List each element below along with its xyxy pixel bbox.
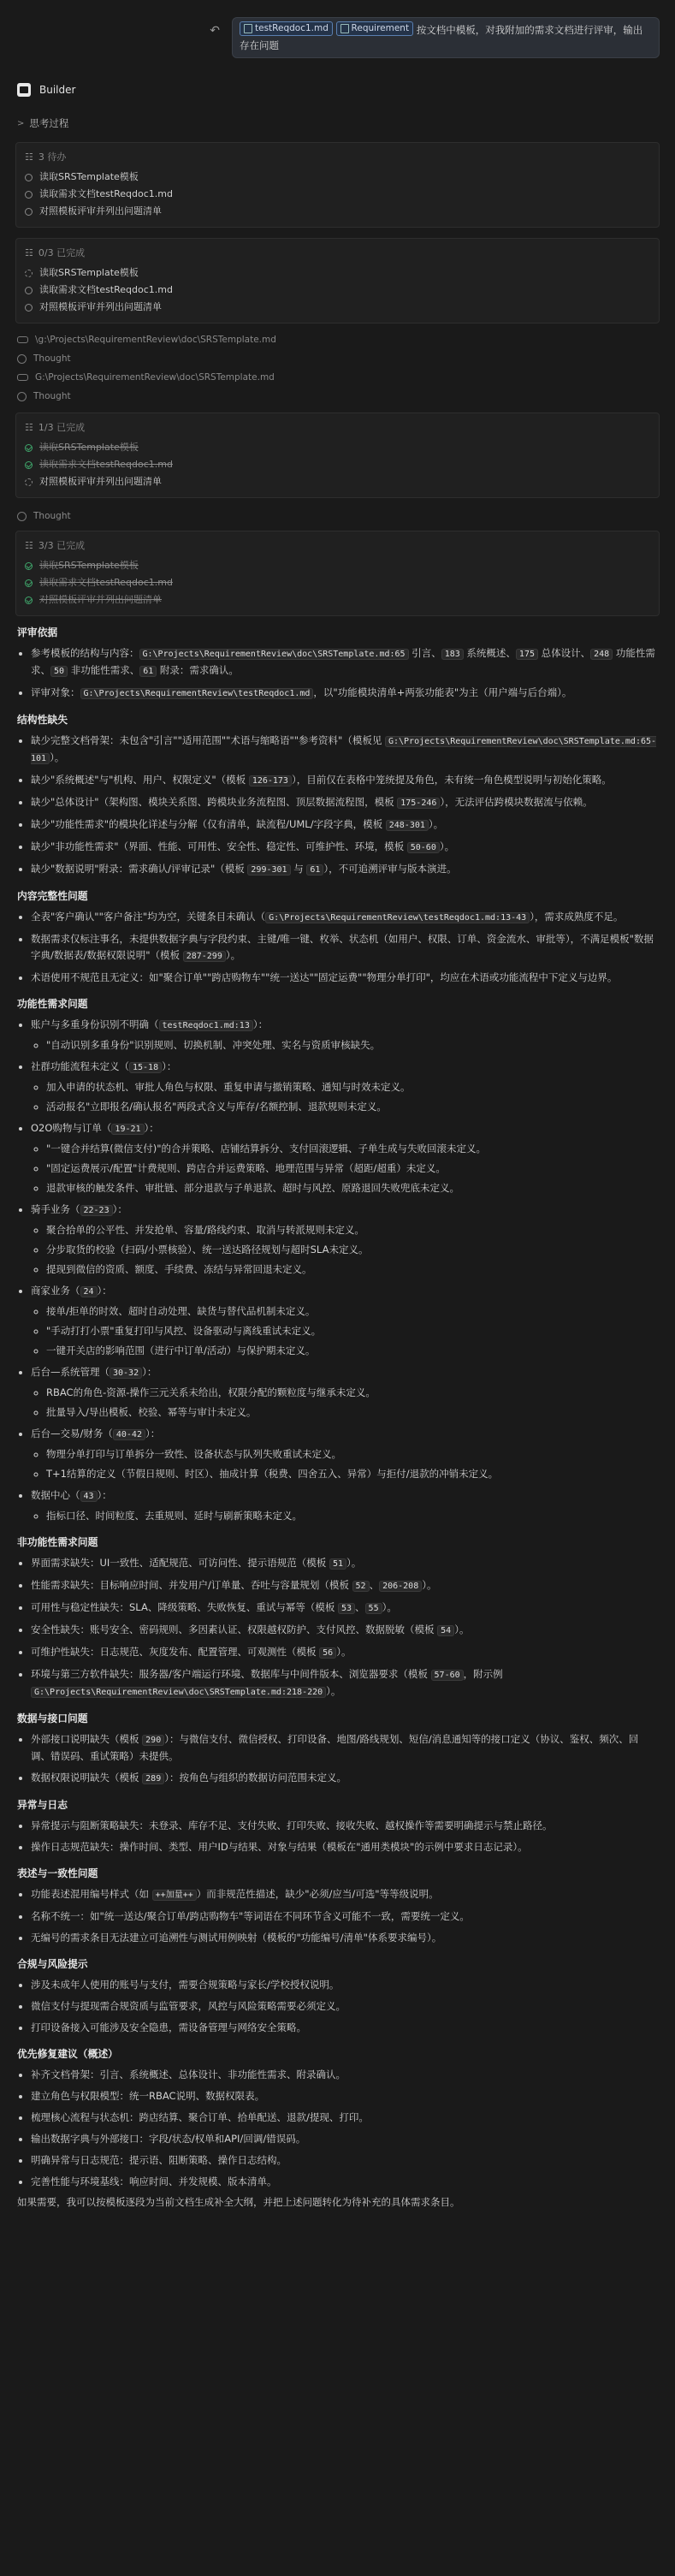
bullet-item [31, 2067, 658, 2083]
code-ref[interactable]: 55 [365, 1603, 382, 1614]
text-run: 梳理核心流程与状态机：跨店结算、聚合订单、拾单配送、退款/提现、打印。 [31, 2111, 369, 2123]
thought-line[interactable] [0, 507, 675, 525]
running-circle-icon [25, 270, 33, 277]
text-run: 环境与第三方软件缺失：服务器/客户端运行环境、数据库与中间件版本、浏览器要求（模板 [31, 1668, 431, 1680]
bullet-list [17, 1977, 658, 2036]
text-run: 涉及未成年人使用的账号与支付，需要合规策略与家长/学校授权说明。 [31, 1979, 340, 1991]
section-heading: 非功能性需求问题 [17, 1536, 98, 1548]
section-heading: 数据与接口问题 [17, 1712, 88, 1724]
bullet-item [31, 772, 658, 789]
bullet-item [31, 1977, 658, 1993]
sub-item: ◦ 聚合拾单的公平性、并发抢单、容量/路线约束、取消与转派规则未定义。 [46, 1222, 658, 1238]
check-circle-icon [25, 461, 33, 469]
code-ref[interactable]: 299-301 [247, 864, 290, 875]
text-run: 完善性能与环境基线：响应时间、并发规模、版本清单。 [31, 2175, 277, 2187]
sub-item: ◦ 物理分单打印与订单拆分一致性、设备状态与队列失败重试未定义。 [46, 1446, 658, 1463]
text-run: 数据中心（ [31, 1489, 80, 1501]
code-ref[interactable]: 57-60 [431, 1670, 464, 1681]
text-run: 微信支付与提现需合规资质与监管要求，风控与风险策略需要必须定义。 [31, 2000, 346, 2012]
code-ref[interactable]: 287-299 [183, 951, 226, 962]
todo-progress-label: 1/3 已完成 [38, 422, 86, 434]
thought-label: Thought [33, 510, 71, 521]
text-run: 参考模板的结构与内容： [31, 647, 139, 659]
bullet-item [31, 1555, 658, 1572]
bullet-list [17, 645, 658, 702]
bullet-item [31, 733, 658, 767]
todo-item [25, 264, 650, 282]
link-icon [17, 336, 28, 343]
file-read-path: G:\Projects\RequirementReview\doc\SRSTemplate.md [35, 371, 275, 383]
check-circle-icon [25, 562, 33, 570]
functional-issue-item [31, 1202, 658, 1278]
text-run: 外部接口说明缺失（模板 [31, 1733, 143, 1745]
bullet-item [31, 2020, 658, 2036]
code-ref[interactable]: 40-42 [113, 1429, 145, 1440]
todo-card-header[interactable] [25, 420, 650, 436]
folder-chip[interactable] [336, 21, 414, 36]
code-ref[interactable]: G:\Projects\RequirementReview\doc\SRSTemplate.md:65 [139, 649, 409, 660]
text-run: ，附示例 [463, 1668, 503, 1680]
sub-list [31, 1079, 658, 1115]
todo-item-label: 读取SRSTemplate模板 [39, 267, 139, 279]
check-circle-icon [25, 597, 33, 604]
running-circle-icon [25, 478, 33, 486]
text-run: 商家业务（ [31, 1285, 80, 1297]
empty-circle-icon [25, 304, 33, 312]
code-ref[interactable]: 43 [80, 1491, 98, 1502]
file-read-line[interactable] [0, 330, 675, 349]
text-run: 社群功能流程未定义（ [31, 1060, 129, 1072]
text-run: 名称不统一：如"统一送达/聚合订单/跨店购物车"等词语在不同环节含义可能不一致，需要统一定义。 [31, 1910, 470, 1922]
code-ref[interactable]: 175-246 [397, 798, 440, 809]
sub-item: ◦ 活动报名"立即报名/确认报名"两段式含义与库存/名额控制、退款规则未定义。 [46, 1099, 658, 1115]
builder-logo-icon [17, 83, 31, 97]
todo-item-label: 对照模板评审并列出问题清单 [39, 594, 162, 606]
review-content [0, 620, 675, 2211]
functional-issue-item [31, 1487, 658, 1524]
todo-card [15, 531, 660, 616]
text-run: 、 [369, 1579, 380, 1591]
text-run: 异常提示与阻断策略缺失：未登录、库存不足、支付失败、打印失败、接收失败、越权操作等需要明确提示与禁止路径。 [31, 1819, 553, 1831]
file-read-path: \g:\Projects\RequirementReview\doc\SRSTemplate.md [35, 334, 276, 345]
bullet-item [31, 931, 658, 965]
chevron-right-icon: > [17, 119, 25, 129]
code-ref[interactable]: 52 [352, 1581, 370, 1592]
user-message-text: 按文档中模板，对我附加的需求文档进行评审，输出存在问题 [240, 24, 643, 52]
thought-icon [17, 392, 27, 401]
text-run: 功能性需求、 [31, 647, 655, 676]
todo-item [25, 299, 650, 316]
text-run: 缺少"总体设计"（架构图、模块关系图、跨模块业务流程图、顶层数据流程图，模板 [31, 796, 398, 808]
section-heading: 异常与日志 [17, 1799, 68, 1811]
todo-item-label: 读取需求文档testReqdoc1.md [39, 459, 173, 471]
section-heading: 表述与一致性问题 [17, 1867, 98, 1879]
code-ref[interactable]: 51 [329, 1558, 346, 1570]
todo-item [25, 203, 650, 220]
text-run: 后台—系统管理（ [31, 1366, 110, 1378]
code-ref[interactable]: G:\Projects\RequirementReview\testReqdoc1.md [80, 688, 314, 699]
bullet-item [31, 1998, 658, 2015]
code-ref[interactable]: 206-208 [379, 1581, 422, 1592]
section-heading: 合规与风险提示 [17, 1958, 88, 1970]
code-ref[interactable]: 22-23 [80, 1205, 113, 1216]
text-run: ），不可追溯评审与版本演进。 [323, 863, 457, 875]
todo-item-label: 读取SRSTemplate模板 [39, 171, 139, 183]
bullet-item [31, 1644, 658, 1661]
empty-circle-icon [25, 174, 33, 181]
empty-circle-icon [25, 287, 33, 294]
text-run: 补齐文档骨架：引言、系统概述、总体设计、非功能性需求、附录确认。 [31, 2069, 346, 2080]
thought-label: Thought [33, 353, 71, 364]
section-heading: 结构性缺失 [17, 714, 68, 726]
text-run: O2O购物与订单（ [31, 1122, 112, 1134]
code-ref[interactable]: 183 [441, 649, 464, 660]
agent-header [0, 51, 675, 103]
folder-chip-label: Requirement [351, 23, 410, 33]
text-run: ）。 [422, 1579, 437, 1591]
text-run: 评审对象： [31, 686, 80, 698]
text-run: ）： [142, 1366, 157, 1378]
text-run: ），需求成熟度不足。 [530, 911, 624, 923]
text-run: ）：与微信支付、微信授权、打印设备、地图/路线规划、短信/消息通知等的接口定义（协议、鉴权、频次、回调、错误码、重试策略）未提供。 [31, 1733, 639, 1762]
todo-item-label: 对照模板评审并列出问题清单 [39, 301, 162, 313]
code-ref[interactable]: G:\Projects\RequirementReview\doc\SRSTemplate.md:65-101 [31, 737, 657, 763]
text-run: 数据权限说明缺失（模板 [31, 1772, 143, 1784]
sub-list [31, 1141, 658, 1196]
empty-circle-icon [25, 208, 33, 216]
code-ref[interactable]: 54 [437, 1625, 454, 1636]
check-circle-icon [25, 579, 33, 587]
sub-item: ◦ "自动识别多重身份"识别规则、切换机制、冲突处理、实名与资质审核缺失。 [46, 1037, 658, 1054]
text-run: 骑手业务（ [31, 1203, 80, 1215]
bullet-list [17, 2067, 658, 2190]
text-run: 、 [355, 1601, 365, 1613]
text-run: ）。 [336, 1646, 352, 1658]
bullet-item [31, 1666, 658, 1701]
text-run: ）： [145, 1427, 161, 1439]
todo-card [15, 413, 660, 498]
sub-item: ◦ 加入申请的状态机、审批人角色与权限、重复申请与撤销策略、通知与时效未定义。 [46, 1079, 658, 1095]
text-run: 与 [290, 863, 307, 875]
code-ref[interactable]: 19-21 [111, 1124, 144, 1135]
bullet-item [31, 839, 658, 856]
section-heading: 评审依据 [17, 626, 58, 638]
bullet-list [17, 909, 658, 986]
thought-line[interactable] [0, 387, 675, 406]
text-run: 打印设备接入可能涉及安全隐患，需设备管理与网络安全策略。 [31, 2021, 306, 2033]
bullet-item [31, 1731, 658, 1765]
text-run: 操作日志规范缺失：操作时间、类型、用户ID与结果、对象与结果（模板在"通用类模块"的示例中要求日志记录）。 [31, 1841, 528, 1853]
code-ref[interactable]: 61 [306, 864, 323, 875]
list-icon: ☷ [25, 151, 33, 163]
code-ref[interactable]: G:\Projects\RequirementReview\testReqdoc1.md:13-43 [265, 912, 530, 923]
text-run: 缺少"功能性需求"的模块化详述与分解（仅有清单，缺流程/UML/字段字典，模板 [31, 818, 386, 830]
section-heading: 内容完整性问题 [17, 890, 88, 902]
bullet-list [17, 1818, 658, 1855]
text-run: ）： [144, 1122, 159, 1134]
todo-item [25, 282, 650, 299]
bullet-item [31, 1600, 658, 1617]
sub-item: ◦ 接单/拒单的时效、超时自动处理、缺货与替代品机制未定义。 [46, 1303, 658, 1320]
text-run: ）： [112, 1203, 127, 1215]
code-ref[interactable]: 50-60 [407, 842, 440, 853]
text-run: 建立角色与权限模型：统一RBAC说明、数据权限表。 [31, 2090, 265, 2102]
list-icon: ☷ [25, 540, 33, 552]
sub-item: ◦ 批量导入/导出模板、校验、幂等与审计未定义。 [46, 1404, 658, 1421]
sub-item: ◦ 提现到微信的资质、额度、手续费、冻结与异常回退未定义。 [46, 1261, 658, 1278]
code-ref[interactable]: 56 [319, 1647, 336, 1659]
text-run: 安全性缺失：账号安全、密码规则、多因素认证、权限越权防护、支付风控、数据脱敏（模板 [31, 1623, 438, 1635]
code-ref[interactable]: 30-32 [110, 1368, 142, 1379]
text-run: ）。 [326, 1685, 341, 1697]
user-message-row [0, 0, 675, 51]
sub-item: ◦ 指标口径、时间粒度、去重规则、延时与刷新策略未定义。 [46, 1508, 658, 1524]
link-icon [17, 374, 28, 381]
bullet-item [31, 1770, 658, 1787]
bullet-item [31, 794, 658, 811]
file-icon [244, 24, 252, 33]
sub-item: ◦ 一键开关店的影响范围（进行中订单/活动）与保护期未定义。 [46, 1343, 658, 1359]
text-run: 明确异常与日志规范：提示语、阻断策略、操作日志结构。 [31, 2154, 287, 2166]
text-run: ）而非规范性描述，缺少"必须/应当/可选"等等级说明。 [196, 1888, 439, 1900]
code-ref[interactable]: 289 [142, 1773, 164, 1784]
sub-item: ◦ T+1结算的定义（节假日规则、时区）、抽成计算（税费、四舍五入、异常）与拒付/退款的冲销未定义。 [46, 1466, 658, 1482]
sub-list [31, 1508, 658, 1524]
bullet-item [31, 1908, 658, 1925]
thinking-label: 思考过程 [29, 117, 69, 130]
check-circle-icon [25, 444, 33, 452]
folder-icon [340, 24, 349, 33]
text-run: 系统概述、 [463, 647, 516, 659]
text-run: 性能需求缺失：目标响应时间、并发用户/订单量、吞吐与容量规划（模板 [31, 1579, 352, 1591]
sub-item: ◦ "手动打打小票"重复打印与风控、设备驱动与离线重试未定义。 [46, 1323, 658, 1339]
sub-item: ◦ RBAC的角色-资源-操作三元关系未给出，权限分配的颗粒度与继承未定义。 [46, 1385, 658, 1401]
text-run: ）。 [346, 1557, 362, 1569]
text-run: ）。 [50, 751, 65, 763]
text-run: 术语使用不规范且无定义：如"聚合订单""跨店购物车""统一送达""固定运费""物理分单打印"，均应在术语或功能流程中下定义与边界。 [31, 971, 618, 983]
thought-icon [17, 512, 27, 521]
text-run: 界面需求缺失：UI一致性、适配规范、可访问性、提示语规范（模板 [31, 1557, 329, 1569]
text-run: 账户与多重身份识别不明确（ [31, 1018, 159, 1030]
text-run: ）。 [225, 949, 241, 961]
todo-item-label: 读取需求文档testReqdoc1.md [39, 577, 173, 589]
text-run: ）： [252, 1018, 269, 1030]
sub-list [31, 1222, 658, 1278]
text-run: 缺少完整文档骨架：未包含"引言""适用范围""术语与缩略语""参考资料"（模板见 [31, 734, 385, 746]
bullet-item [31, 2174, 658, 2190]
sub-item: ◦ "固定运费展示/配置"计费规则、跨店合并运费策略、地理范围与异常（超距/超重）未定义。 [46, 1160, 658, 1177]
thought-label: Thought [33, 390, 71, 401]
code-ref[interactable]: 15-18 [129, 1062, 162, 1073]
todo-progress-label: 0/3 已完成 [38, 247, 86, 259]
todo-item [25, 169, 650, 186]
todo-item [25, 557, 650, 574]
todo-item [25, 574, 650, 591]
todo-item [25, 591, 650, 608]
list-icon: ☷ [25, 247, 33, 259]
text-run: 输出数据字典与外部接口：字段/状态/权单和API/回调/错误码。 [31, 2133, 306, 2145]
agent-name: Builder [39, 83, 76, 96]
bullet-item [31, 1886, 658, 1903]
sub-list [31, 1037, 658, 1054]
todo-card-header[interactable] [25, 150, 650, 165]
todo-card-header[interactable] [25, 246, 650, 261]
todo-item [25, 473, 650, 490]
file-read-line[interactable] [0, 368, 675, 387]
user-message-bubble[interactable] [232, 17, 660, 58]
bullet-item [31, 1622, 658, 1639]
text-run: ）： [97, 1489, 112, 1501]
bullet-item [31, 2110, 658, 2126]
bullet-item [31, 685, 658, 702]
thinking-toggle[interactable] [0, 115, 675, 134]
todo-item-label: 对照模板评审并列出问题清单 [39, 205, 162, 217]
thought-line[interactable] [0, 349, 675, 368]
text-run: ）： [97, 1285, 112, 1297]
bullet-item [31, 2131, 658, 2147]
code-ref[interactable]: testReqdoc1.md:13 [159, 1020, 253, 1031]
todo-item [25, 186, 650, 203]
text-run: 缺少"系统概述"与"机构、用户、权限定义"（模板 [31, 774, 249, 786]
bullet-item [31, 1577, 658, 1594]
text-run: 可维护性缺失：日志规范、灰度发布、配置管理、可观测性（模板 [31, 1646, 320, 1658]
sub-list [31, 1303, 658, 1359]
list-icon: ☷ [25, 422, 33, 434]
code-ref[interactable]: 50 [50, 666, 68, 677]
file-chip-label: testReqdoc1.md [255, 23, 329, 33]
bullet-item [31, 645, 658, 680]
text-run: 全表"客户确认""客户备注"均为空，关键条目未确认（ [31, 911, 266, 923]
todo-item-label: 读取需求文档testReqdoc1.md [39, 284, 173, 296]
text-run: 非功能性需求、 [68, 664, 140, 676]
sub-list [31, 1446, 658, 1482]
undo-icon[interactable]: ↶ [210, 24, 220, 38]
bullet-list [17, 1731, 658, 1787]
code-ref[interactable]: 248 [590, 649, 613, 660]
section-heading: 功能性需求问题 [17, 998, 88, 1010]
text-run: 后台—交易/财务（ [31, 1427, 113, 1439]
file-chip[interactable] [240, 21, 333, 36]
todo-item-label: 读取需求文档testReqdoc1.md [39, 188, 173, 200]
code-ref[interactable]: 53 [338, 1603, 355, 1614]
functional-issue-item [31, 1059, 658, 1115]
empty-circle-icon [25, 191, 33, 199]
functional-issue-item [31, 1120, 658, 1196]
code-ref[interactable]: 290 [142, 1735, 164, 1746]
bullet-item [31, 909, 658, 926]
text-run: ）。 [382, 1601, 397, 1613]
bullet-item [31, 1818, 658, 1834]
bullet-item [31, 2152, 658, 2169]
functional-issue-item [31, 1364, 658, 1421]
todo-card-header[interactable] [25, 538, 650, 554]
todo-item-label: 读取SRSTemplate模板 [39, 442, 139, 454]
sub-list [31, 1385, 658, 1421]
text-run: ），目前仅在表格中笼统提及角色，未有统一角色模型说明与初始化策略。 [291, 774, 612, 786]
closing-text: 如果需要，我可以按模板逐段为当前文档生成补全大纲，并把上述问题转化为待补充的具体需求条目。 [17, 2196, 460, 2208]
text-run: 缺少"数据说明"附录：需求确认/评审记录"（模板 [31, 863, 248, 875]
todo-card [15, 238, 660, 323]
text-run: ）。 [428, 818, 444, 830]
text-run: ）： [162, 1060, 177, 1072]
bullet-item [31, 861, 658, 878]
functional-issue-item [31, 1426, 658, 1482]
text-run: ），无法评估跨模块数据流与依赖。 [440, 796, 593, 808]
todo-item [25, 439, 650, 456]
sub-item: ◦ 退款审核的触发条件、审批链、部分退款与子单退款、超时与风控、原路退回失败兜底未定义。 [46, 1180, 658, 1196]
code-ref[interactable]: G:\Projects\RequirementReview\doc\SRSTemplate.md:218-220 [31, 1687, 326, 1698]
code-ref[interactable]: 126-173 [249, 775, 292, 786]
bullet-list [17, 1886, 658, 1946]
todo-item [25, 456, 650, 473]
text-run: 总体设计、 [537, 647, 591, 659]
text-run: 引言、 [408, 647, 441, 659]
bullet-item [31, 816, 658, 834]
functional-issue-item [31, 1283, 658, 1359]
text-run: 可用性与稳定性缺失：SLA、降级策略、失败恢复、重试与幂等（模板 [31, 1601, 338, 1613]
text-run: 附录：需求确认。 [157, 664, 239, 676]
section-heading: 优先修复建议（概述） [17, 2048, 118, 2060]
bullet-item [31, 1839, 658, 1855]
text-run: 数据需求仅标注事名，未提供数据字典与字段约束、主键/唯一键、枚举、状态机（如用户、权限、订单、资金流水、审批等），不满足模板"数据字典/数据表/数据权限说明"（模板 [31, 933, 654, 961]
text-run: ，以"功能模块清单+两张功能表"为主（用户端与后台端）。 [313, 686, 572, 698]
text-run: 无编号的需求条目无法建立可追溯性与测试用例映射（模板的"功能编号/清单"体系要求编号）。 [31, 1932, 442, 1944]
functional-issue-list [17, 1017, 658, 1524]
text-run: 缺少"非功能性需求"（界面、性能、可用性、安全性、稳定性、可维护性、环境，模板 [31, 840, 407, 852]
code-ref[interactable]: 248-301 [386, 820, 429, 831]
functional-issue-item [31, 1017, 658, 1054]
text-run: ）。 [439, 840, 455, 852]
todo-progress-label: 3/3 已完成 [38, 540, 86, 552]
bullet-list [17, 733, 658, 878]
bullet-item [31, 2088, 658, 2104]
text-run: ）：按角色与组织的数据访问范围未定义。 [164, 1772, 346, 1784]
bullet-item [31, 970, 658, 986]
todo-card [15, 142, 660, 228]
code-ref[interactable]: ++加量++ [152, 1890, 197, 1901]
sub-item: ◦ "一键合并结算(微信支付)"的合并策略、店铺结算拆分、支付回滚逻辑、子单生成与失败回滚未定义。 [46, 1141, 658, 1157]
text-run: ）。 [454, 1623, 470, 1635]
thought-icon [17, 354, 27, 364]
todo-item-label: 读取SRSTemplate模板 [39, 560, 139, 572]
code-ref[interactable]: 175 [516, 649, 538, 660]
bullet-list [17, 1555, 658, 1701]
code-ref[interactable]: 24 [80, 1286, 98, 1297]
todo-item-label: 对照模板评审并列出问题清单 [39, 476, 162, 488]
sub-item: ◦ 分步取货的校验（扫码/小票核验）、统一送达路径规划与超时SLA未定义。 [46, 1242, 658, 1258]
bullet-item [31, 1930, 658, 1946]
code-ref[interactable]: 61 [139, 666, 157, 677]
todo-progress-label: 3 待办 [38, 151, 67, 163]
text-run: 功能表述混用编号样式（如 [31, 1888, 152, 1900]
